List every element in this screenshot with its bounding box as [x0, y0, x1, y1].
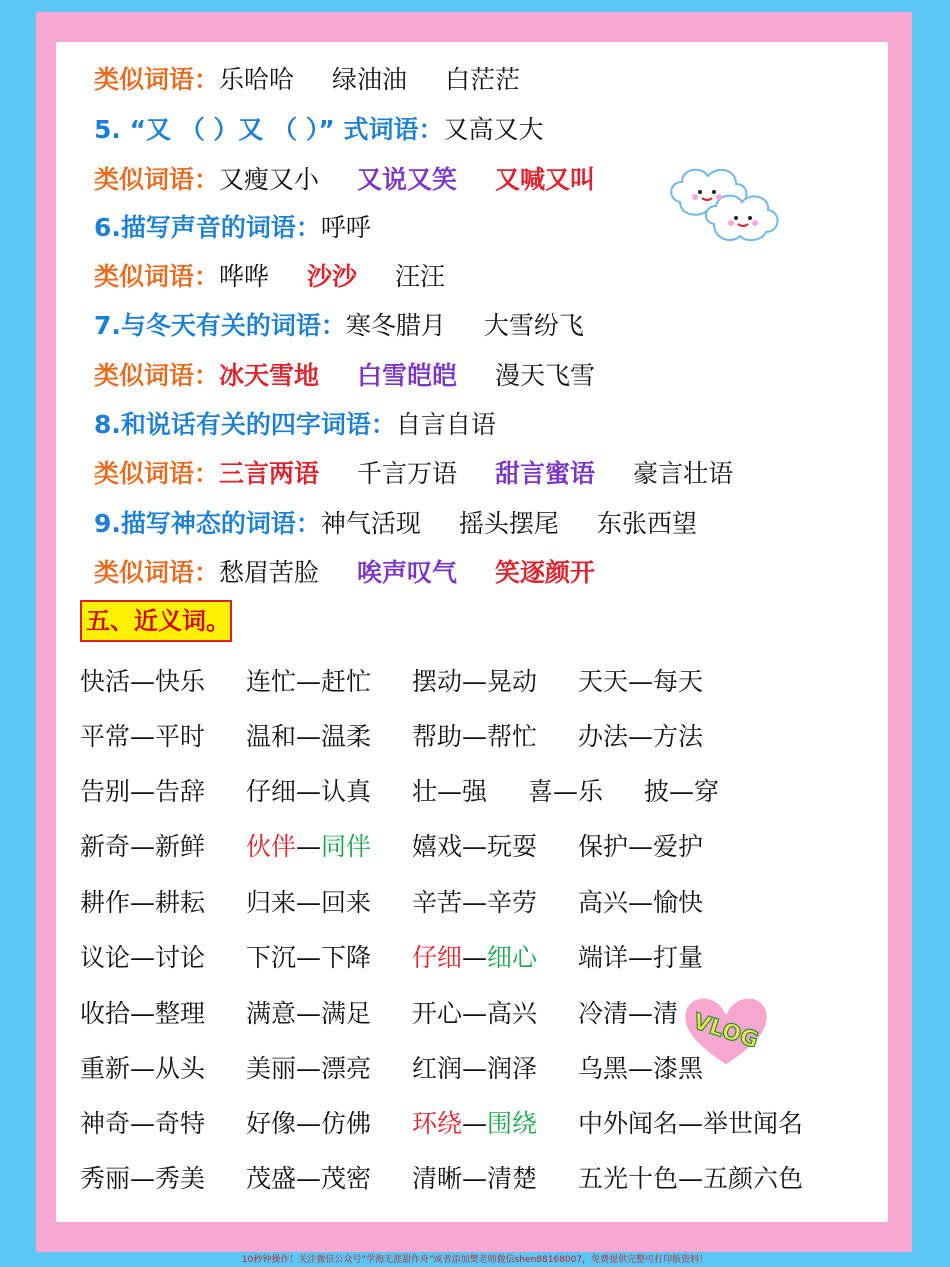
synonym-word-a: 天天 — [578, 667, 629, 696]
synonym-word-b: 仿佛 — [321, 1109, 372, 1138]
synonym-word-a: 满意 — [246, 999, 297, 1028]
synonym-dash: — — [296, 888, 322, 917]
heading-5 — [94, 112, 544, 148]
synonym-word-a: 环绕 — [412, 1109, 463, 1138]
synonym-pair — [528, 772, 603, 812]
synonym-dash: — — [296, 999, 322, 1028]
synonym-word-a: 辛苦 — [412, 888, 463, 917]
synonym-pair — [412, 1159, 537, 1199]
synonym-word-a: 嬉戏 — [412, 832, 463, 861]
synonym-dash: — — [678, 1164, 704, 1193]
synonym-word-b: 帮忙 — [487, 722, 538, 751]
synonym-dash: — — [296, 832, 322, 861]
synonym-dash: — — [130, 667, 156, 696]
word: 又高又大 — [443, 115, 544, 144]
synonym-word-b: 每天 — [653, 667, 704, 696]
synonym-word-b: 秀美 — [155, 1164, 206, 1193]
synonym-word-a: 神奇 — [80, 1109, 131, 1138]
row-label: 类似词语： — [94, 165, 220, 194]
synonym-pair — [80, 1104, 205, 1144]
synonym-word-a: 红润 — [412, 1054, 463, 1083]
synonym-pair — [246, 1104, 371, 1144]
synonym-word-b: 乐 — [578, 777, 604, 806]
synonym-dash: — — [628, 888, 654, 917]
synonym-dash: — — [130, 832, 156, 861]
word: 乐哈哈 — [219, 65, 295, 94]
synonym-word-b: 告辞 — [155, 777, 206, 806]
synonym-word-a: 中外闻名 — [578, 1109, 679, 1138]
synonym-word-a: 冷清 — [578, 999, 629, 1028]
synonym-word-b: 打量 — [653, 943, 704, 972]
synonym-word-a: 耕作 — [80, 888, 131, 917]
synonym-dash: — — [462, 1164, 488, 1193]
synonym-word-b: 愉快 — [653, 888, 704, 917]
word: 哗哗 — [219, 262, 270, 291]
synonym-pair — [80, 772, 205, 812]
row-label: 7.与冬天有关的词语： — [94, 311, 346, 340]
synonym-word-a: 高兴 — [578, 888, 629, 917]
word: 豪言壮语 — [633, 459, 734, 488]
synonym-word-a: 茂盛 — [246, 1164, 297, 1193]
synonym-word-a: 秀丽 — [80, 1164, 131, 1193]
word-highlight: 又喊又叫 — [495, 165, 596, 194]
word-highlight: 三言两语 — [219, 459, 320, 488]
synonym-word-a: 温和 — [246, 722, 297, 751]
row-label: 5. “又 （ ）又 （ ）” 式词语： — [94, 115, 444, 144]
synonym-dash: — — [628, 1054, 654, 1083]
synonym-pair — [644, 772, 719, 812]
synonym-pair — [80, 1159, 205, 1199]
synonym-pair — [80, 994, 205, 1034]
footer-note: 10秒钟操作！关注微信公众号“学海无涯甜作舟”或者添加樊老师微信shen88168007，免费提供完整可打印版资料！ — [241, 1255, 709, 1265]
synonym-word-a: 五光十色 — [578, 1164, 679, 1193]
synonym-word-b: 奇特 — [155, 1109, 206, 1138]
heading-7 — [94, 308, 584, 344]
synonym-pair — [80, 1049, 205, 1089]
synonym-word-a: 办法 — [578, 722, 629, 751]
synonym-dash: — — [678, 1109, 704, 1138]
word: 又瘦又小 — [219, 165, 320, 194]
synonym-word-a: 帮助 — [412, 722, 463, 751]
synonym-dash: — — [296, 1109, 322, 1138]
synonym-pair — [246, 772, 371, 812]
synonym-pair — [246, 827, 371, 867]
synonym-dash: — — [462, 832, 488, 861]
word: 摇头摆尾 — [458, 509, 559, 538]
synonym-word-b: 强 — [462, 777, 488, 806]
synonym-pair — [412, 1049, 537, 1089]
word-highlight: 唉声叹气 — [357, 558, 458, 587]
synonym-dash: — — [553, 777, 579, 806]
word: 东张西望 — [596, 509, 697, 538]
synonym-dash: — — [462, 667, 488, 696]
synonym-dash: — — [296, 943, 322, 972]
synonym-word-b: 讨论 — [155, 943, 206, 972]
synonym-pair — [246, 1049, 371, 1089]
synonym-dash: — — [130, 999, 156, 1028]
synonym-word-a: 乌黑 — [578, 1054, 629, 1083]
synonym-pair — [578, 1159, 803, 1199]
word-highlight: 又说又笑 — [357, 165, 458, 194]
synonym-word-b: 同伴 — [321, 832, 372, 861]
synonym-dash: — — [130, 1164, 156, 1193]
synonym-pair — [246, 662, 371, 702]
synonym-pair — [578, 717, 703, 757]
synonym-word-a: 仔细 — [246, 777, 297, 806]
row-label: 9.描写神态的词语： — [94, 509, 321, 538]
synonym-pair — [578, 662, 703, 702]
synonym-dash: — — [628, 943, 654, 972]
synonym-word-a: 壮 — [412, 777, 438, 806]
synonym-word-b: 整理 — [155, 999, 206, 1028]
synonym-dash: — — [296, 1164, 322, 1193]
synonym-word-b: 漆黑 — [653, 1054, 704, 1083]
similar-words-row-4 — [94, 358, 595, 394]
synonym-word-a: 喜 — [528, 777, 554, 806]
synonym-pair — [578, 883, 703, 923]
synonym-word-a: 连忙 — [246, 667, 297, 696]
synonym-word-a: 下沉 — [246, 943, 297, 972]
synonym-word-b: 快乐 — [155, 667, 206, 696]
synonym-word-a: 保护 — [578, 832, 629, 861]
synonym-word-a: 披 — [644, 777, 670, 806]
synonym-dash: — — [628, 722, 654, 751]
synonym-word-b: 清 — [653, 999, 679, 1028]
synonym-word-b: 从头 — [155, 1054, 206, 1083]
word: 漫天飞雪 — [495, 361, 596, 390]
synonym-word-b: 高兴 — [487, 999, 538, 1028]
row-label: 类似词语： — [94, 262, 220, 291]
synonym-pair — [412, 662, 537, 702]
synonym-word-a: 开心 — [412, 999, 463, 1028]
synonym-word-a: 收拾 — [80, 999, 131, 1028]
similar-words-row-1 — [94, 62, 520, 98]
synonym-pair — [412, 994, 537, 1034]
row-label: 8.和说话有关的四字词语： — [94, 410, 396, 439]
heading-8 — [94, 407, 496, 443]
word-highlight: 白雪皑皑 — [357, 361, 458, 390]
synonym-word-b: 玩耍 — [487, 832, 538, 861]
synonym-word-b: 穿 — [694, 777, 720, 806]
synonym-word-a: 重新 — [80, 1054, 131, 1083]
synonym-pair — [80, 827, 205, 867]
synonym-dash: — — [462, 1054, 488, 1083]
synonym-word-a: 端详 — [578, 943, 629, 972]
synonym-pair — [246, 883, 371, 923]
synonym-word-a: 仔细 — [412, 943, 463, 972]
synonym-dash: — — [130, 1054, 156, 1083]
synonym-dash: — — [462, 999, 488, 1028]
synonym-dash: — — [437, 777, 463, 806]
word: 绿油油 — [332, 65, 408, 94]
synonym-dash: — — [628, 832, 654, 861]
word: 千言万语 — [357, 459, 458, 488]
synonym-word-b: 辛劳 — [487, 888, 538, 917]
synonym-word-b: 方法 — [653, 722, 704, 751]
synonym-dash: — — [130, 722, 156, 751]
synonym-dash: — — [462, 722, 488, 751]
vlog-heart-icon — [678, 990, 774, 1070]
synonym-word-b: 满足 — [321, 999, 372, 1028]
word-highlight: 笑逐颜开 — [495, 558, 596, 587]
synonym-word-a: 摆动 — [412, 667, 463, 696]
synonym-word-a: 美丽 — [246, 1054, 297, 1083]
synonym-pair — [80, 717, 205, 757]
word-highlight: 沙沙 — [307, 262, 358, 291]
similar-words-row-2 — [94, 162, 595, 198]
word: 呼呼 — [320, 213, 371, 242]
row-label: 类似词语： — [94, 459, 220, 488]
row-label: 类似词语： — [94, 558, 220, 587]
synonym-word-b: 围绕 — [487, 1109, 538, 1138]
synonym-pair — [246, 1159, 371, 1199]
synonym-dash: — — [462, 943, 488, 972]
synonym-pair — [578, 827, 703, 867]
heading-6 — [94, 210, 371, 246]
word: 自言自语 — [395, 410, 496, 439]
sticker-text: VLOG — [689, 1009, 762, 1054]
row-label: 6.描写声音的词语： — [94, 213, 321, 242]
word-highlight: 甜言蜜语 — [495, 459, 596, 488]
synonym-dash: — — [462, 888, 488, 917]
synonym-word-b: 晃动 — [487, 667, 538, 696]
synonym-word-a: 清晰 — [412, 1164, 463, 1193]
synonym-dash: — — [628, 667, 654, 696]
synonym-pair — [578, 938, 703, 978]
similar-words-row-5 — [94, 456, 733, 492]
heading-9 — [94, 506, 697, 542]
synonym-word-a: 新奇 — [80, 832, 131, 861]
synonym-dash: — — [669, 777, 695, 806]
synonym-pair — [412, 717, 537, 757]
synonym-dash: — — [296, 777, 322, 806]
synonym-word-a: 平常 — [80, 722, 131, 751]
synonym-word-b: 回来 — [321, 888, 372, 917]
synonym-pair — [80, 938, 205, 978]
word: 大雪纷飞 — [483, 311, 584, 340]
synonym-dash: — — [628, 999, 654, 1028]
synonym-pair — [412, 827, 537, 867]
word: 寒冬腊月 — [345, 311, 446, 340]
synonym-dash: — — [462, 1109, 488, 1138]
synonym-word-b: 漂亮 — [321, 1054, 372, 1083]
synonym-word-b: 举世闻名 — [703, 1109, 804, 1138]
word-highlight: 冰天雪地 — [219, 361, 320, 390]
synonym-pair — [246, 717, 371, 757]
synonym-word-b: 润泽 — [487, 1054, 538, 1083]
synonym-dash: — — [130, 888, 156, 917]
synonym-dash: — — [130, 943, 156, 972]
synonym-word-b: 清楚 — [487, 1164, 538, 1193]
synonym-word-b: 细心 — [487, 943, 538, 972]
word: 汪汪 — [395, 262, 446, 291]
synonym-word-b: 爱护 — [653, 832, 704, 861]
synonym-dash: — — [130, 777, 156, 806]
synonym-word-a: 好像 — [246, 1109, 297, 1138]
synonym-pair — [246, 994, 371, 1034]
synonym-word-b: 耕耘 — [155, 888, 206, 917]
synonym-word-b: 茂密 — [321, 1164, 372, 1193]
synonym-pair — [246, 938, 371, 978]
synonym-word-b: 认真 — [321, 777, 372, 806]
synonym-pair — [412, 883, 537, 923]
row-label: 类似词语： — [94, 361, 220, 390]
synonym-word-a: 告别 — [80, 777, 131, 806]
word: 白茫茫 — [445, 65, 521, 94]
word: 愁眉苦脸 — [219, 558, 320, 587]
section-title: 五、近义词。 — [80, 600, 232, 642]
similar-words-row-3 — [94, 259, 445, 295]
synonym-word-a: 议论 — [80, 943, 131, 972]
synonym-word-b: 温柔 — [321, 722, 372, 751]
synonym-dash: — — [130, 1109, 156, 1138]
synonym-word-b: 新鲜 — [155, 832, 206, 861]
synonym-word-b: 赶忙 — [321, 667, 372, 696]
synonym-dash: — — [296, 1054, 322, 1083]
synonym-dash: — — [296, 667, 322, 696]
synonym-pair — [80, 883, 205, 923]
synonym-word-a: 快活 — [80, 667, 131, 696]
synonym-pair — [80, 662, 205, 702]
synonym-word-b: 五颜六色 — [703, 1164, 804, 1193]
row-label: 类似词语： — [94, 65, 220, 94]
synonym-word-a: 伙伴 — [246, 832, 297, 861]
synonym-pair — [578, 994, 678, 1034]
similar-words-row-6 — [94, 555, 595, 591]
synonym-word-b: 平时 — [155, 722, 206, 751]
synonym-pair — [412, 938, 537, 978]
synonym-pair — [578, 1104, 803, 1144]
synonym-word-b: 下降 — [321, 943, 372, 972]
synonym-word-a: 归来 — [246, 888, 297, 917]
word: 神气活现 — [320, 509, 421, 538]
synonym-pair — [412, 1104, 537, 1144]
synonym-pair — [412, 772, 487, 812]
synonym-dash: — — [296, 722, 322, 751]
cloud-stickers-icon — [666, 162, 790, 254]
